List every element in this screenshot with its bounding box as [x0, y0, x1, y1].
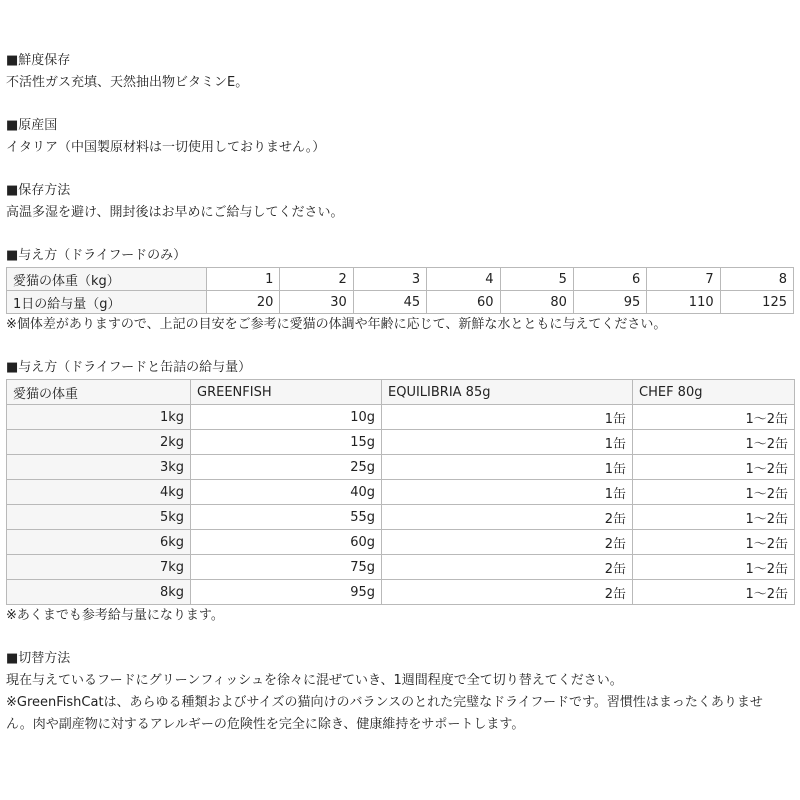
freshness-heading: ■鮮度保存: [6, 53, 71, 68]
greenfish-cell: 40g: [191, 480, 382, 505]
feeding-mixed-note: ※あくまでも参考給与量になります。: [6, 608, 224, 623]
freshness-text: 不活性ガス充填、天然抽出物ビタミンE。: [6, 75, 249, 90]
weight-label-cell: 愛猫の体重（kg）: [7, 268, 207, 291]
table-header-row: [7, 380, 795, 405]
amount-cell: 30: [280, 291, 353, 314]
header-equilibria: EQUILIBRIA 85g: [382, 380, 633, 405]
switching-heading: ■切替方法: [6, 651, 71, 666]
weight-cell: 1: [207, 268, 280, 291]
origin-heading: ■原産国: [6, 118, 58, 133]
switching-line: 現在与えているフードにグリーンフィッシュを徐々に混ぜていき、1週間程度で全て切り替えてください。: [6, 673, 623, 688]
weight-cell: 8: [720, 268, 793, 291]
weight-cell: 6kg: [7, 530, 191, 555]
feeding-mixed-table: [6, 379, 795, 605]
table-row: [7, 580, 795, 605]
greenfish-cell: 55g: [191, 505, 382, 530]
weight-cell: 2kg: [7, 430, 191, 455]
equilibria-cell: 2缶: [382, 580, 633, 605]
amount-cell: 60: [427, 291, 500, 314]
feeding-mixed-heading: ■与え方（ドライフードと缶詰の給与量）: [6, 360, 252, 375]
weight-cell: 5: [500, 268, 573, 291]
weight-cell: 8kg: [7, 580, 191, 605]
weight-cell: 5kg: [7, 505, 191, 530]
weight-cell: 6: [573, 268, 646, 291]
weight-cell: 3kg: [7, 455, 191, 480]
weight-cell: 4kg: [7, 480, 191, 505]
equilibria-cell: 1缶: [382, 430, 633, 455]
origin-text: イタリア（中国製原材料は一切使用しておりません。）: [6, 140, 326, 155]
weight-cell: 2: [280, 268, 353, 291]
weight-cell: 3: [353, 268, 426, 291]
header-chef: CHEF 80g: [633, 380, 795, 405]
table-row: [7, 505, 795, 530]
equilibria-cell: 2缶: [382, 505, 633, 530]
feeding-dry-heading: ■与え方（ドライフードのみ）: [6, 248, 187, 263]
weight-cell: 7: [647, 268, 720, 291]
equilibria-cell: 1缶: [382, 405, 633, 430]
greenfish-cell: 95g: [191, 580, 382, 605]
table-row: [7, 530, 795, 555]
amount-cell: 95: [573, 291, 646, 314]
storage-heading: ■保存方法: [6, 183, 71, 198]
equilibria-cell: 1缶: [382, 455, 633, 480]
header-greenfish: GREENFISH: [191, 380, 382, 405]
weight-cell: 4: [427, 268, 500, 291]
feeding-dry-table: [6, 267, 794, 314]
equilibria-cell: 2缶: [382, 555, 633, 580]
weight-cell: 1kg: [7, 405, 191, 430]
amount-cell: 80: [500, 291, 573, 314]
equilibria-cell: 2缶: [382, 530, 633, 555]
greenfish-cell: 75g: [191, 555, 382, 580]
amount-cell: 45: [353, 291, 426, 314]
greenfish-cell: 15g: [191, 430, 382, 455]
product-info-page: [6, 50, 794, 736]
feeding-dry-note: ※個体差がありますので、上記の目安をご参考に愛猫の体調や年齢に応じて、新鮮な水とともに与えてください。: [6, 317, 667, 332]
switching-line: ん。肉や副産物に対するアレルギーの危険性を完全に除き、健康維持をサポートします。: [6, 717, 525, 732]
table-row: [7, 455, 795, 480]
chef-cell: 1～2缶: [633, 580, 795, 605]
chef-cell: 1～2缶: [633, 530, 795, 555]
amount-cell: 110: [647, 291, 720, 314]
equilibria-cell: 1缶: [382, 480, 633, 505]
weight-cell: 7kg: [7, 555, 191, 580]
chef-cell: 1～2缶: [633, 430, 795, 455]
amount-cell: 20: [207, 291, 280, 314]
table-row: [7, 291, 794, 314]
chef-cell: 1～2缶: [633, 555, 795, 580]
table-row: [7, 555, 795, 580]
greenfish-cell: 60g: [191, 530, 382, 555]
chef-cell: 1～2缶: [633, 480, 795, 505]
table-row: [7, 480, 795, 505]
table-row: [7, 430, 795, 455]
greenfish-cell: 10g: [191, 405, 382, 430]
greenfish-cell: 25g: [191, 455, 382, 480]
chef-cell: 1～2缶: [633, 455, 795, 480]
table-row: [7, 405, 795, 430]
amount-label-cell: 1日の給与量（g）: [7, 291, 207, 314]
switching-line: ※GreenFishCatは、あらゆる種類およびサイズの猫向けのバランスのとれた完璧なドライフードです。習慣性はまったくありませ: [6, 695, 763, 710]
storage-text: 高温多湿を避け、開封後はお早めにご給与してください。: [6, 205, 344, 220]
header-weight: 愛猫の体重: [7, 380, 191, 405]
amount-cell: 125: [720, 291, 793, 314]
chef-cell: 1～2缶: [633, 405, 795, 430]
chef-cell: 1～2缶: [633, 505, 795, 530]
table-row: [7, 268, 794, 291]
